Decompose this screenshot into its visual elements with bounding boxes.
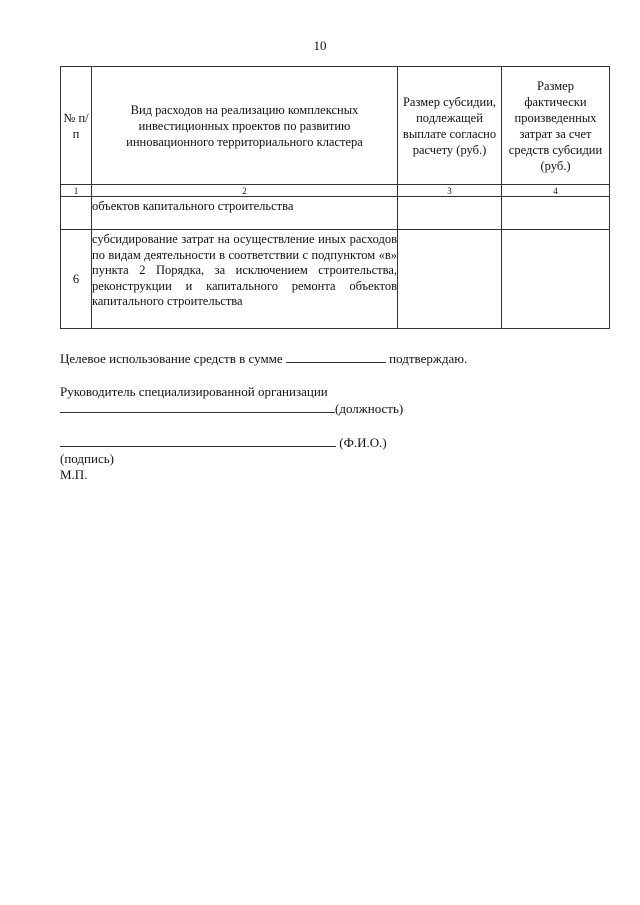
head-label: Руководитель специализированной организации — [60, 384, 328, 399]
column-index: 3 — [398, 185, 502, 197]
name-blank — [60, 434, 336, 447]
confirmation-suffix: подтверждаю. — [389, 351, 468, 366]
confirmation-line — [60, 350, 467, 367]
row-num: 6 — [61, 230, 92, 329]
column-index: 4 — [502, 185, 610, 197]
column-index: 2 — [92, 185, 398, 197]
position-blank — [60, 400, 335, 413]
row-subsidy-cell — [398, 230, 502, 329]
table-header-row — [61, 67, 610, 185]
expense-table — [60, 66, 610, 329]
table-row — [61, 197, 610, 230]
name-label: (Ф.И.О.) — [339, 435, 387, 450]
position-label: (должность) — [335, 401, 404, 416]
row-expense-text: объектов капитального строительства — [92, 197, 398, 230]
row-num — [61, 197, 92, 230]
row-expense-text: субсидирование затрат на осуществление иных расходов по видам деятельности в соответствии с подпунктом «в» пункта 2 Порядка, за исключением строительства, реконструкции и капитального ремонта объектов капитального строительства — [92, 230, 398, 329]
position-line — [60, 400, 403, 417]
header-expense-type: Вид расходов на реализацию комплексных инвестиционных проектов по развитию инновационного территориального кластера — [92, 67, 398, 185]
page-number: 10 — [313, 38, 327, 53]
amount-blank — [286, 350, 386, 363]
header-num: № п/п — [61, 67, 92, 185]
column-index: 1 — [61, 185, 92, 197]
confirmation-prefix: Целевое использование средств в сумме — [60, 351, 283, 366]
name-line — [60, 434, 387, 451]
row-subsidy-cell — [398, 197, 502, 230]
header-subsidy-amount: Размер субсидии, подлежащей выплате согласно расчету (руб.) — [398, 67, 502, 185]
stamp-label: М.П. — [60, 467, 88, 482]
row-actual-cell — [502, 197, 610, 230]
table-row — [61, 230, 610, 329]
signature-label: (подпись) — [60, 451, 114, 466]
header-actual-costs: Размер фактически произведенных затрат за счет средств субсидии (руб.) — [502, 67, 610, 185]
column-index-row — [61, 185, 610, 197]
row-actual-cell — [502, 230, 610, 329]
